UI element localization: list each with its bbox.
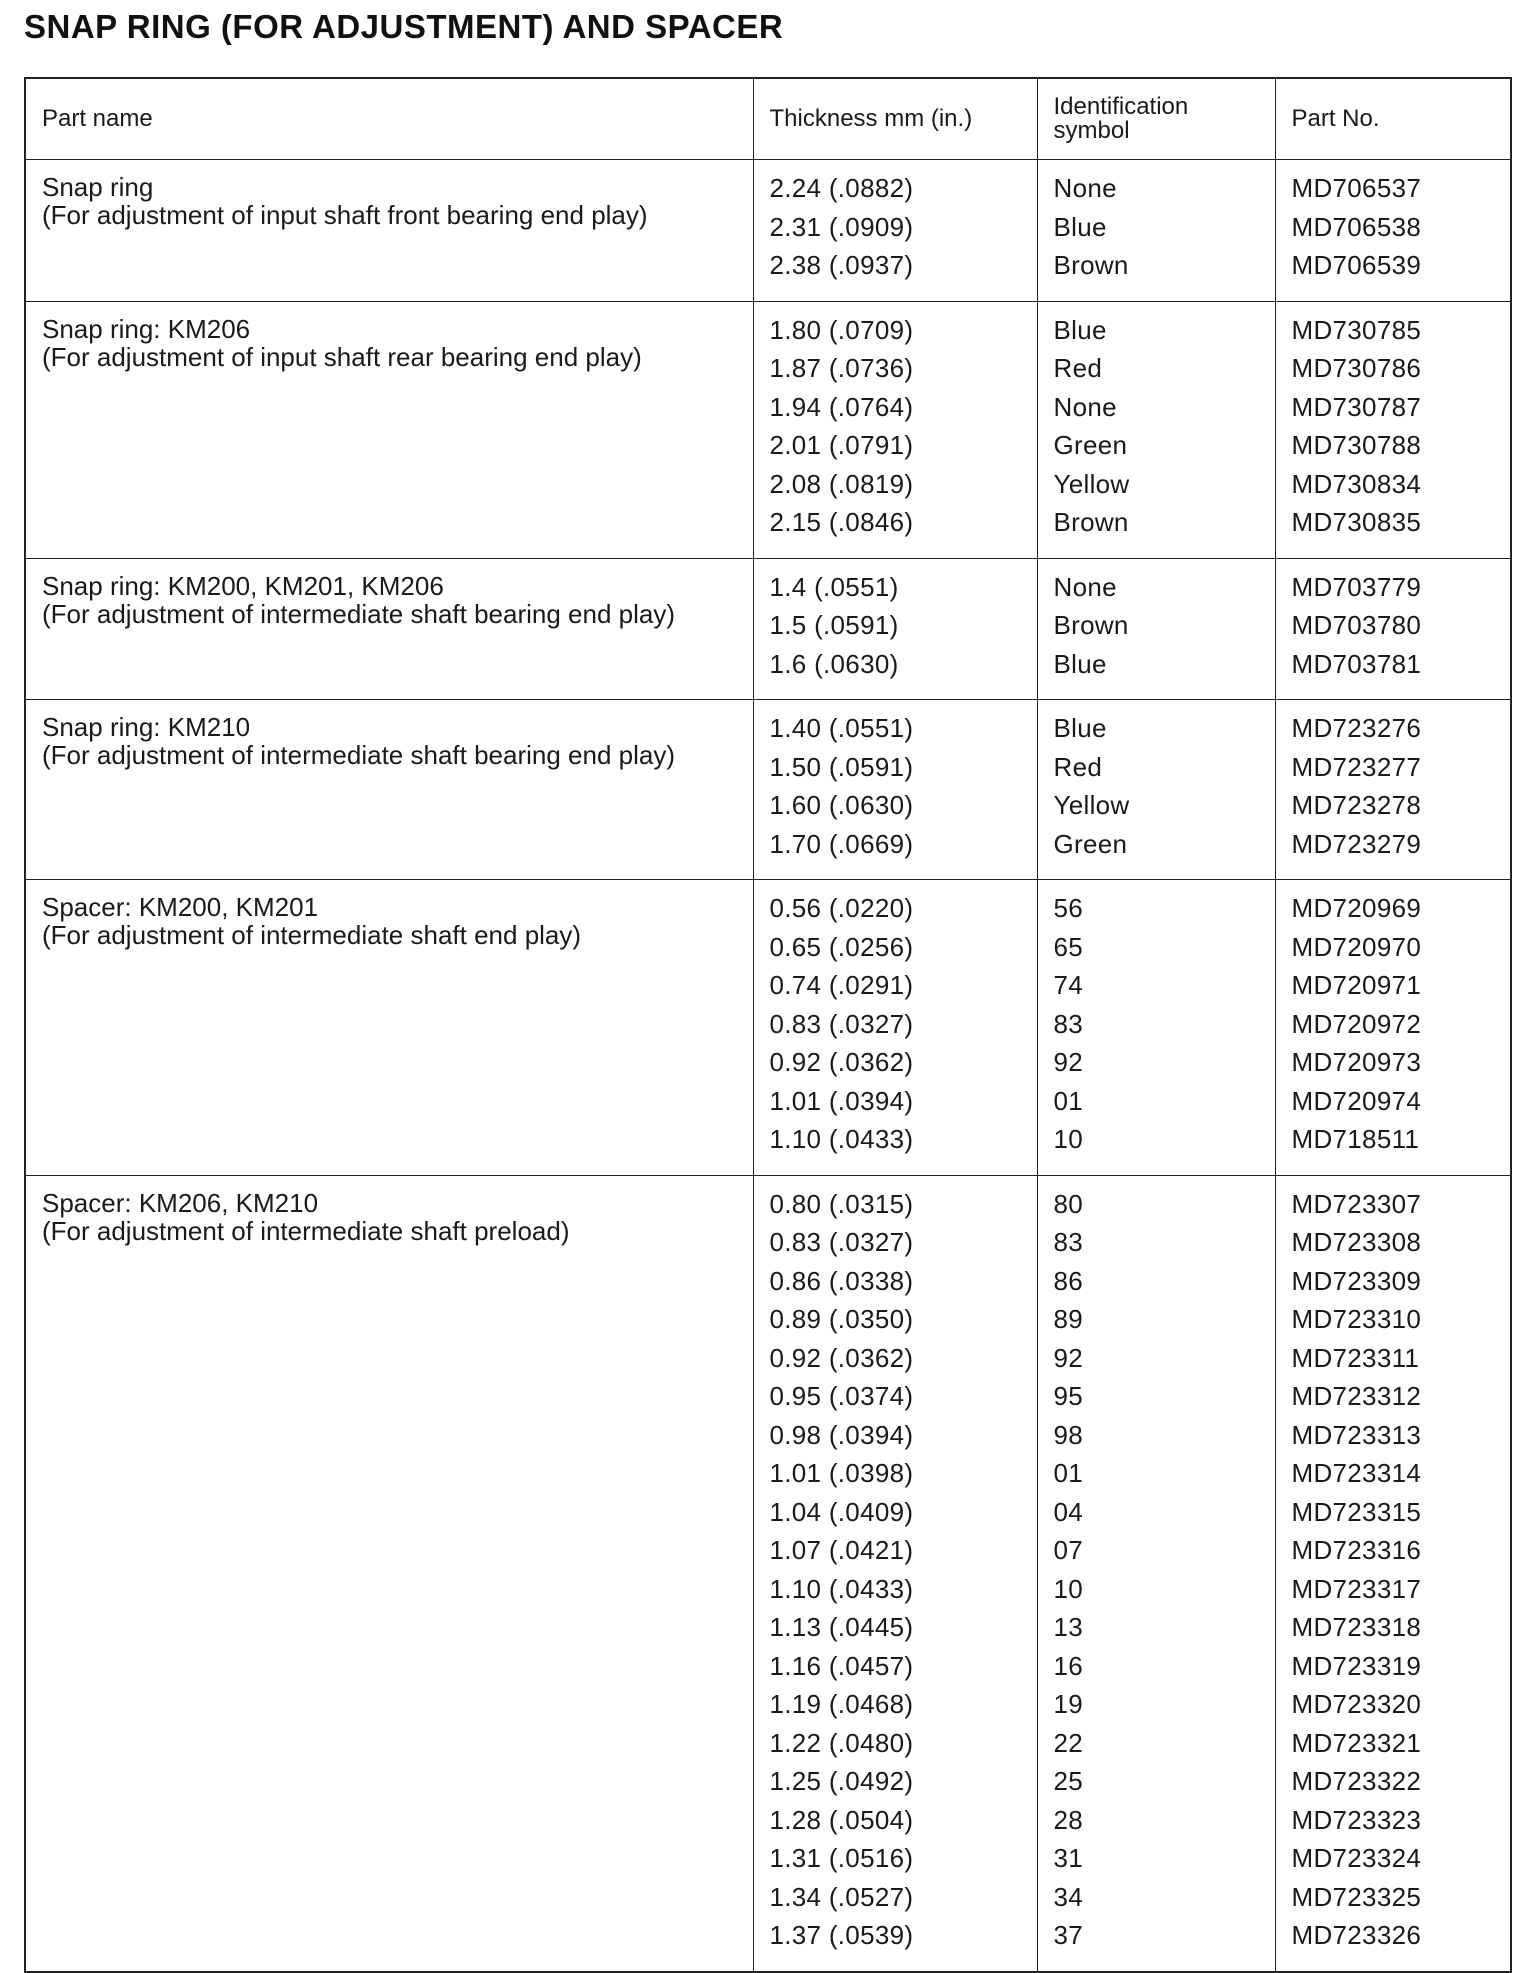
part-name-cell	[25, 700, 753, 880]
identification-symbol: 92	[1053, 1047, 1084, 1077]
parts-table-body	[25, 160, 1511, 1972]
thickness-value: 1.04 (.0409)	[769, 1496, 914, 1527]
part-number: MD720970	[1291, 931, 1422, 962]
thickness-value: 0.92 (.0362)	[769, 1047, 914, 1077]
thickness-value-cell	[753, 558, 1037, 700]
thickness-value: 1.50 (.0591)	[769, 751, 914, 782]
part-number-cell	[1275, 1175, 1511, 1972]
thickness-value: 0.80 (.0315)	[769, 1188, 914, 1219]
thickness-value: 1.34 (.0527)	[769, 1881, 914, 1912]
thickness-value: 2.01 (.0791)	[769, 430, 914, 460]
part-number: MD703779	[1291, 571, 1422, 602]
thickness-value: 1.40 (.0551)	[769, 713, 914, 743]
identification-symbol: 98	[1053, 1419, 1084, 1450]
part-number: MD703781	[1291, 648, 1422, 679]
part-number: MD723325	[1291, 1881, 1422, 1912]
part-number: MD730786	[1291, 353, 1422, 383]
thickness-value: 1.31 (.0516)	[769, 1843, 914, 1873]
identification-symbol: 65	[1053, 931, 1084, 962]
part-number: MD730834	[1291, 468, 1422, 499]
part-number: MD723320	[1291, 1689, 1422, 1719]
identification-symbol: Brown	[1053, 250, 1129, 280]
thickness-value: 0.56 (.0220)	[769, 893, 914, 923]
identification-symbol: None	[1053, 173, 1117, 203]
identification-symbol: 89	[1053, 1304, 1084, 1334]
part-name-cell	[25, 558, 753, 700]
thickness-value: 1.37 (.0539)	[769, 1920, 914, 1950]
thickness-value: 0.65 (.0256)	[769, 931, 914, 962]
part-number-cell	[1275, 558, 1511, 700]
identification-symbol: 22	[1053, 1727, 1084, 1758]
identification-symbol: 37	[1053, 1920, 1084, 1950]
thickness-value: 1.70 (.0669)	[769, 828, 914, 859]
identification-symbol: 56	[1053, 893, 1084, 923]
thickness-value: 1.4 (.0551)	[769, 571, 899, 602]
thickness-value: 0.83 (.0327)	[769, 1227, 914, 1257]
identification-symbol: 28	[1053, 1804, 1084, 1835]
part-number: MD723313	[1291, 1419, 1422, 1450]
identification-symbol: 10	[1053, 1124, 1084, 1154]
part-number: MD723314	[1291, 1458, 1422, 1488]
identification-symbol: 04	[1053, 1496, 1084, 1527]
identification-symbol-cell	[1037, 1175, 1275, 1972]
part-number: MD723311	[1291, 1342, 1420, 1373]
identification-symbol: Brown	[1053, 507, 1129, 537]
part-number: MD723322	[1291, 1766, 1422, 1796]
header-part-no: Part No.	[1275, 78, 1511, 160]
identification-symbol: 01	[1053, 1085, 1084, 1116]
part-number: MD723316	[1291, 1535, 1422, 1565]
identification-symbol: 83	[1053, 1227, 1084, 1257]
part-number: MD706537	[1291, 173, 1422, 203]
identification-symbol: Green	[1053, 430, 1128, 460]
part-name: Snap ring: KM200, KM201, KM206	[42, 570, 444, 601]
part-name: Spacer: KM200, KM201	[42, 892, 319, 922]
part-number: MD723312	[1291, 1381, 1422, 1411]
part-number: MD723307	[1291, 1188, 1422, 1219]
thickness-value: 0.83 (.0327)	[769, 1008, 914, 1039]
identification-symbol: 25	[1053, 1766, 1084, 1796]
identification-symbol: Green	[1053, 828, 1128, 859]
part-number: MD723319	[1291, 1650, 1422, 1681]
thickness-value: 2.08 (.0819)	[769, 468, 914, 499]
identification-symbol: 83	[1053, 1008, 1084, 1039]
header-thickness: Thickness mm (in.)	[753, 78, 1037, 160]
thickness-value: 1.25 (.0492)	[769, 1766, 914, 1796]
part-number-cell	[1275, 700, 1511, 880]
identification-symbol: 10	[1053, 1573, 1084, 1604]
thickness-value: 1.94 (.0764)	[769, 391, 914, 422]
part-description: (For adjustment of intermediate shaft bearing end play)	[42, 740, 676, 770]
part-number: MD723326	[1291, 1920, 1422, 1950]
identification-symbol: 31	[1053, 1843, 1084, 1873]
thickness-value: 1.07 (.0421)	[769, 1535, 914, 1565]
part-number: MD730788	[1291, 430, 1422, 460]
thickness-value: 1.6 (.0630)	[769, 648, 899, 679]
identification-symbol: 95	[1053, 1381, 1084, 1411]
part-number: MD723277	[1291, 751, 1422, 782]
part-description: (For adjustment of input shaft front bearing end play)	[42, 200, 648, 230]
identification-symbol: 16	[1053, 1650, 1084, 1681]
part-number: MD703780	[1291, 610, 1422, 640]
part-number: MD723276	[1291, 713, 1422, 743]
identification-symbol: Red	[1053, 751, 1103, 782]
table-row	[25, 700, 1511, 880]
part-number: MD720971	[1291, 970, 1422, 1000]
thickness-value: 1.60 (.0630)	[769, 790, 914, 820]
identification-symbol-cell	[1037, 160, 1275, 302]
part-number-cell	[1275, 301, 1511, 558]
thickness-value-cell	[753, 160, 1037, 302]
identification-symbol: 34	[1053, 1881, 1084, 1912]
part-number: MD723317	[1291, 1573, 1422, 1604]
part-number-cell	[1275, 160, 1511, 302]
part-number: MD720969	[1291, 893, 1422, 923]
part-name: Snap ring	[42, 172, 154, 202]
thickness-value: 1.19 (.0468)	[769, 1689, 914, 1719]
part-number: MD706539	[1291, 250, 1422, 280]
identification-symbol: 13	[1053, 1612, 1084, 1642]
table-row	[25, 558, 1511, 700]
identification-symbol: Blue	[1053, 314, 1107, 345]
table-header-row	[25, 78, 1511, 160]
part-number: MD720974	[1291, 1085, 1422, 1116]
thickness-value: 1.10 (.0433)	[769, 1124, 914, 1154]
thickness-value: 2.24 (.0882)	[769, 173, 914, 203]
thickness-value: 1.28 (.0504)	[769, 1804, 914, 1835]
thickness-value-cell	[753, 880, 1037, 1176]
identification-symbol: 01	[1053, 1458, 1084, 1488]
thickness-value: 0.92 (.0362)	[769, 1342, 914, 1373]
identification-symbol-cell	[1037, 558, 1275, 700]
part-number: MD723279	[1291, 828, 1422, 859]
identification-symbol: 92	[1053, 1342, 1084, 1373]
thickness-value-cell	[753, 1175, 1037, 1972]
identification-symbol: Blue	[1053, 648, 1107, 679]
part-name-cell	[25, 880, 753, 1176]
part-name: Snap ring: KM206	[42, 313, 251, 344]
identification-symbol: 86	[1053, 1265, 1084, 1296]
identification-symbol: Brown	[1053, 610, 1129, 640]
part-number: MD720973	[1291, 1047, 1422, 1077]
part-description: (For adjustment of intermediate shaft end play)	[42, 920, 582, 950]
thickness-value: 2.15 (.0846)	[769, 507, 914, 537]
thickness-value: 1.5 (.0591)	[769, 610, 899, 640]
thickness-value: 0.86 (.0338)	[769, 1265, 914, 1296]
part-number: MD723323	[1291, 1804, 1422, 1835]
table-row	[25, 301, 1511, 558]
table-row	[25, 880, 1511, 1176]
thickness-value: 1.13 (.0445)	[769, 1612, 914, 1642]
part-number: MD723278	[1291, 790, 1422, 820]
thickness-value: 1.80 (.0709)	[769, 314, 914, 345]
part-name: Spacer: KM206, KM210	[42, 1187, 319, 1218]
identification-symbol: Red	[1053, 353, 1103, 383]
part-number: MD720972	[1291, 1008, 1422, 1039]
identification-symbol: 19	[1053, 1689, 1084, 1719]
thickness-value: 1.87 (.0736)	[769, 353, 914, 383]
part-number: MD723315	[1291, 1496, 1422, 1527]
thickness-value: 0.89 (.0350)	[769, 1304, 914, 1334]
part-description: (For adjustment of intermediate shaft bearing end play)	[42, 598, 676, 629]
thickness-value: 1.01 (.0398)	[769, 1458, 914, 1488]
thickness-value: 1.10 (.0433)	[769, 1573, 914, 1604]
part-number: MD730785	[1291, 314, 1422, 345]
thickness-value-cell	[753, 700, 1037, 880]
part-description: (For adjustment of intermediate shaft preload)	[42, 1215, 570, 1246]
part-number: MD706538	[1291, 211, 1422, 242]
identification-symbol: Blue	[1053, 713, 1107, 743]
part-name: Snap ring: KM210	[42, 712, 251, 742]
thickness-value: 0.74 (.0291)	[769, 970, 914, 1000]
table-row	[25, 160, 1511, 302]
identification-symbol-cell	[1037, 301, 1275, 558]
part-number-cell	[1275, 880, 1511, 1176]
identification-symbol: Blue	[1053, 211, 1107, 242]
identification-symbol-cell	[1037, 880, 1275, 1176]
thickness-value-cell	[753, 301, 1037, 558]
part-name-cell	[25, 160, 753, 302]
thickness-value: 1.01 (.0394)	[769, 1085, 914, 1116]
part-name-cell	[25, 301, 753, 558]
identification-symbol: None	[1053, 571, 1117, 602]
part-number: MD723321	[1291, 1727, 1422, 1758]
page-title: SNAP RING (FOR ADJUSTMENT) AND SPACER	[24, 8, 784, 45]
identification-symbol: 80	[1053, 1188, 1084, 1219]
part-number: MD730835	[1291, 507, 1422, 537]
identification-symbol-cell	[1037, 700, 1275, 880]
part-description: (For adjustment of input shaft rear bearing end play)	[42, 341, 642, 372]
parts-table	[24, 77, 1512, 1973]
part-name-cell	[25, 1175, 753, 1972]
part-number: MD723310	[1291, 1304, 1422, 1334]
part-number: MD718511	[1291, 1124, 1420, 1154]
table-row	[25, 1175, 1511, 1972]
thickness-value: 2.31 (.0909)	[769, 211, 914, 242]
thickness-value: 1.22 (.0480)	[769, 1727, 914, 1758]
header-part-name: Part name	[25, 78, 753, 160]
identification-symbol: None	[1053, 391, 1117, 422]
identification-symbol: Yellow	[1053, 468, 1130, 499]
part-number: MD723308	[1291, 1227, 1422, 1257]
part-number: MD723324	[1291, 1843, 1422, 1873]
part-number: MD723309	[1291, 1265, 1422, 1296]
identification-symbol: 74	[1053, 970, 1084, 1000]
identification-symbol: 07	[1053, 1535, 1084, 1565]
thickness-value: 0.95 (.0374)	[769, 1381, 914, 1411]
thickness-value: 1.16 (.0457)	[769, 1650, 914, 1681]
part-number: MD730787	[1291, 391, 1422, 422]
thickness-value: 0.98 (.0394)	[769, 1419, 914, 1450]
part-number: MD723318	[1291, 1612, 1422, 1642]
thickness-value: 2.38 (.0937)	[769, 250, 914, 280]
identification-symbol: Yellow	[1053, 790, 1130, 820]
header-identification-symbol: Identification symbol	[1037, 78, 1275, 160]
